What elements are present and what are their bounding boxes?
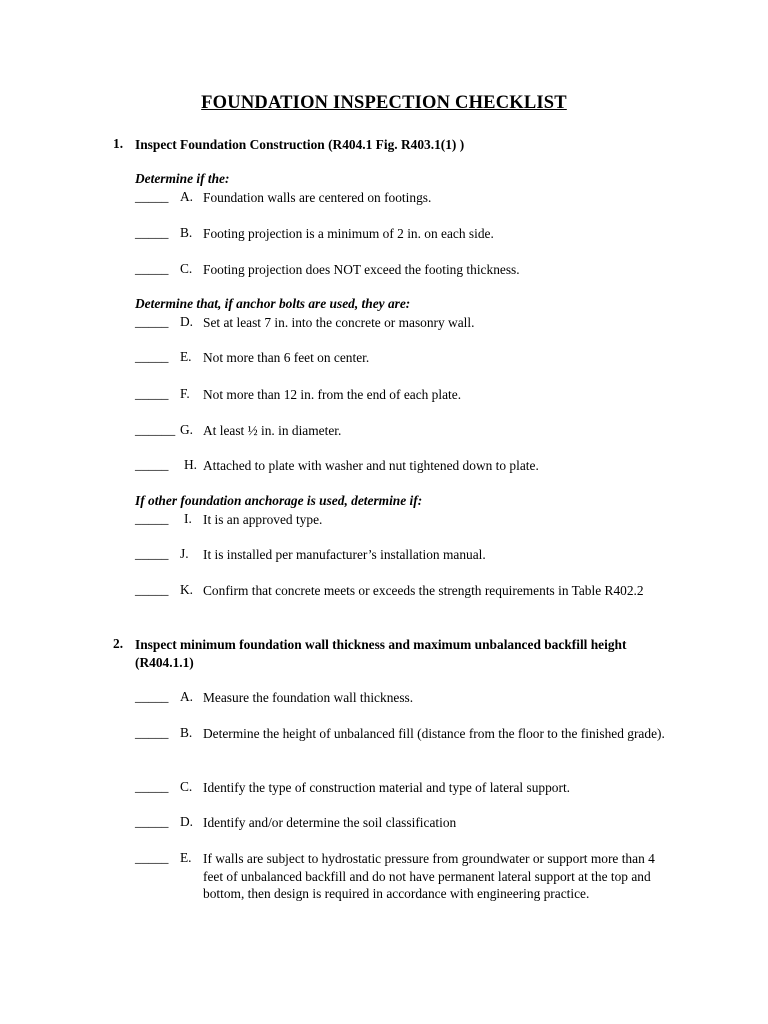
item-letter: H. (184, 457, 198, 472)
item-text: Footing projection does NOT exceed the footing thickness. (203, 262, 520, 277)
group-label: Determine that, if anchor bolts are used, they are: (135, 296, 411, 311)
item-text: Foundation walls are centered on footings. (203, 190, 432, 205)
checklist-item-1e[interactable] (135, 349, 675, 389)
item-text: Identify and/or determine the soil classification (203, 815, 457, 830)
checklist-item-1b[interactable] (135, 225, 675, 265)
item-text: At least ½ in. in diameter. (203, 423, 342, 438)
item-letter: F. (180, 386, 190, 401)
item-text: Not more than 12 in. from the end of each plate. (203, 387, 462, 402)
item-letter: B. (180, 225, 193, 240)
item-text: Determine the height of unbalanced fill (distance from the floor to the finished grade). (203, 726, 665, 741)
item-text: If walls are subject to hydrostatic pressure from groundwater or support more than 4 feet of unbalanced backfill and do not have permanent lateral support at the top and bottom, then design is required in accordance with engineering practice. (203, 851, 655, 901)
item-letter: D. (180, 314, 194, 329)
item-text: Not more than 6 feet on center. (203, 350, 370, 365)
check-blank[interactable]: _____ (135, 814, 169, 829)
checklist-item-2d[interactable] (135, 814, 675, 854)
item-text: Footing projection is a minimum of 2 in. on each side. (203, 226, 494, 241)
group-label: If other foundation anchorage is used, determine if: (135, 493, 423, 508)
item-text: Measure the foundation wall thickness. (203, 690, 414, 705)
checklist-item-2a[interactable] (135, 689, 675, 729)
item-text: Identify the type of construction material and type of lateral support. (203, 780, 571, 795)
section-2-number: 2. (113, 636, 124, 651)
checklist-item-1g[interactable] (135, 422, 675, 462)
page-title: FOUNDATION INSPECTION CHECKLIST (201, 93, 567, 113)
item-text: Attached to plate with washer and nut tightened down to plate. (203, 458, 539, 473)
item-text: It is an approved type. (203, 512, 323, 527)
check-blank[interactable]: _____ (135, 225, 169, 240)
item-text: Set at least 7 in. into the concrete or masonry wall. (203, 315, 475, 330)
item-letter: D. (180, 814, 194, 829)
checklist-item-1j[interactable] (135, 546, 675, 586)
checklist-item-2b[interactable] (135, 725, 675, 765)
check-blank[interactable]: _____ (135, 457, 169, 472)
group-label: Determine if the: (135, 171, 230, 186)
checklist-item-1f[interactable] (135, 386, 675, 426)
item-letter: A. (180, 189, 194, 204)
item-letter: E. (180, 349, 192, 364)
checklist-item-1d[interactable] (135, 314, 675, 354)
check-blank[interactable]: _____ (135, 511, 169, 526)
checklist-item-1c[interactable] (135, 261, 675, 301)
item-letter: I. (184, 511, 192, 526)
checklist-item-1a[interactable] (135, 189, 675, 229)
check-blank[interactable]: _____ (135, 850, 169, 865)
check-blank[interactable]: _____ (135, 582, 169, 597)
checklist-item-2c[interactable] (135, 779, 675, 819)
item-letter: A. (180, 689, 194, 704)
checklist-item-1i[interactable] (135, 511, 675, 551)
item-letter: K. (180, 582, 194, 597)
item-letter: C. (180, 261, 193, 276)
check-blank[interactable]: _____ (135, 349, 169, 364)
check-blank[interactable]: _____ (135, 314, 169, 329)
section-2-heading: Inspect minimum foundation wall thickness and maximum unbalanced backfill height (R404.1.1) (135, 637, 627, 670)
checklist-item-1k[interactable] (135, 582, 675, 622)
checklist-item-1h[interactable] (135, 457, 675, 497)
check-blank[interactable]: _____ (135, 779, 169, 794)
item-text: Confirm that concrete meets or exceeds the strength requirements in Table R402.2 (203, 583, 644, 598)
item-letter: G. (180, 422, 194, 437)
check-blank[interactable]: _____ (135, 386, 169, 401)
check-blank[interactable]: _____ (135, 261, 169, 276)
check-blank[interactable]: ______ (135, 422, 176, 437)
item-letter: B. (180, 725, 193, 740)
item-letter: J. (180, 546, 189, 561)
section-1-number: 1. (113, 136, 124, 151)
item-text: It is installed per manufacturer’s installation manual. (203, 547, 486, 562)
check-blank[interactable]: _____ (135, 189, 169, 204)
item-letter: C. (180, 779, 193, 794)
checklist-item-2e[interactable] (135, 850, 675, 930)
item-letter: E. (180, 850, 192, 865)
check-blank[interactable]: _____ (135, 546, 169, 561)
section-1-heading: Inspect Foundation Construction (R404.1 Fig. R403.1(1) ) (135, 137, 465, 152)
check-blank[interactable]: _____ (135, 689, 169, 704)
check-blank[interactable]: _____ (135, 725, 169, 740)
